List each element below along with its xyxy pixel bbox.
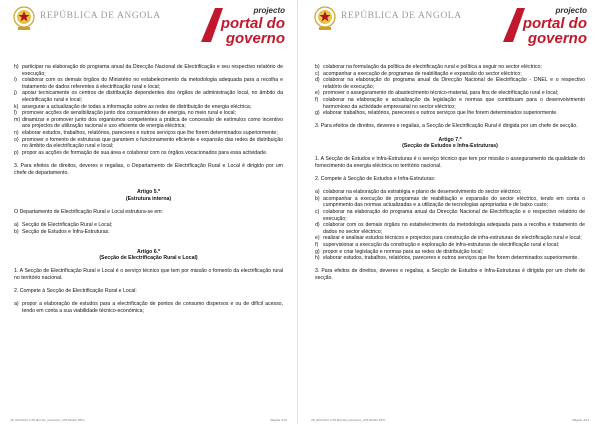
footer-file-info: 28_922/2012 2:39 decreto_executivo_233.09.doc PFG <box>311 418 386 422</box>
list-item: a) propor a elaboração de estudos para a electrificação de pontos de consumo dispersos e ou de difícil acesso, tendo em conta a sua viabilidade técnico-económica; <box>14 301 283 314</box>
list-item: j) apoiar tecnicamente os centros de distribuição dependentes dos órgãos de administração local, no âmbito da electrificação rural e local; <box>14 90 283 103</box>
list-item: c) colaborar na elaboração do programa anual da Direcção Nacional de Electrificação e o respectivo relatório de execução; <box>315 209 585 222</box>
logo-line1-text: portal do <box>522 15 587 32</box>
list-item: b) acompanhar a execução de programas de reabilitação e expansão do sector eléctrico, tendo em conta o cumprimento das normas actualizadas e a utilização de tecnologias apropriadas e de baixo custo; <box>315 195 585 209</box>
portal-do-governo-logo[interactable] <box>501 2 589 46</box>
list-item: l) promover acções de sensibilização junto dos consumidores de energia, no meio rural e local; <box>14 110 236 117</box>
list-item: i) colaborar com os demais órgãos do Ministério no estabelecimento da metodologia adequada para a recolha e tratamento de dados referentes à electrificação rural e local; <box>14 77 283 90</box>
list-item: k) assegurar a actualização de todas a informação sobre as redes de distribuição de energia eléctrica; <box>14 103 252 110</box>
article-6-subtitle: (Secção de Electrificação Rural e Local) <box>99 255 198 262</box>
list-item: d) colaborar com os demais órgãos no estabelecimento da metodologia adequada para a recolha e tratamento de dados no sector eléctrico; <box>315 222 585 235</box>
page-body <box>14 64 283 315</box>
logo-small-text: projecto <box>253 6 285 15</box>
logo-line2-text: governo <box>225 30 285 46</box>
angola-emblem-icon <box>313 4 337 32</box>
page-body <box>315 64 585 282</box>
list-item: e) promover o asseguramento do abastecimento técnico-material, para fins de electrificação rural e local; <box>315 90 559 97</box>
page-header <box>301 0 599 52</box>
list-item: f) colaborar na elaboração e actualização da legislação e normas que contribuam para o desenvolvimento harmonioso da actividade empresarial no sector eléctrico; <box>315 96 585 110</box>
republic-heading: REPÚBLICA DE ANGOLA <box>40 11 161 21</box>
paragraph-3b: 3. Para efeitos de direitos, deveres e regalias, a Secção de Estudos e Infra-Estruturas é dirigida por um chefe de secção. <box>315 268 585 281</box>
article-6-paragraph-2: 2. Compete à Secção de Electrificação Rural e Local: <box>14 288 137 295</box>
list-item: a) Secção de Electrificação Rural e Local; <box>14 222 113 229</box>
list-item: o) promover o fomento de estruturas que garantem o funcionamento eficiente e expansão das redes de distribuição no âmbito da electrificação rural e local; <box>14 136 283 150</box>
article-5-title: Artigo 5.º <box>137 189 160 196</box>
list-item: n) elaborar estudos, trabalhos, relatórios, pareceres e outros serviços que lhe forem determinados superiormente; <box>14 129 278 136</box>
page-header <box>0 0 297 52</box>
list-item: b) colaborar na formulação da política de electrificação rural e política a seguir no sector eléctrico; <box>315 64 542 70</box>
article-7-subtitle: (Secção de Estudos e Infra-Estruturas) <box>402 143 498 150</box>
list-item: e) realizar e analisar estudos técnicos e projectos para construção de infra-estruturas de electrificação rural e local; <box>315 235 582 242</box>
footer-file-info: 28_922/2012 2:39 decreto_executivo_233.09.doc PFG <box>10 418 85 422</box>
article-5-intro: O Departamento de Electrificação Rural e Local estrutura-se em: <box>14 209 164 216</box>
list-item: d) colaborar na elaboração do programa anual da Direcção Nacional de Electrificação - DNEL e o respectivo relatório de execução; <box>315 77 585 90</box>
list-item: p) propor as acções de formação de sua área e colaborar com os órgãos vocacionados para essa actividade. <box>14 149 268 156</box>
list-item: a) colaborar na elaboração da estratégia e plano de desenvolvimento do sector eléctrico; <box>315 189 522 196</box>
footer-page-number: Página 4/24 <box>572 418 589 422</box>
republic-heading: REPÚBLICA DE ANGOLA <box>341 11 462 21</box>
list-item: m) dinamizar e promover junto dos organismos competentes a prática de concessão de estímulos como incentivo aos projectos de utilização racional e uso eficiente de energia eléctrica; <box>14 116 283 130</box>
page-right <box>301 0 599 424</box>
list-item: g) propor e criar legislação e normas para as redes de distribuição local; <box>315 248 484 255</box>
logo-small-text: projecto <box>555 6 587 15</box>
page-left <box>0 0 298 424</box>
list-item: c) acompanhar a execução de programas de reabilitação e expansão do sector eléctrico; <box>315 70 522 77</box>
article-6-title: Artigo 6.º <box>137 248 160 255</box>
article-7-paragraph-2: 2. Compete à Secção de Estudos e Infra-Estruturas: <box>315 176 436 183</box>
article-6-paragraph-1: 1. A Secção de Electrificação Rural e Local é o serviço técnico que tem por missão o fomento da electrificação rural no território nacional. <box>14 268 283 281</box>
article-5-subtitle: (Estrutura interna) <box>125 195 172 202</box>
angola-emblem-icon <box>12 4 36 32</box>
list-h-to-p <box>14 64 283 156</box>
logo-line2-text: governo <box>527 30 587 46</box>
list-item: b) Secção de Estudos e Infra-Estruturas. <box>14 228 110 235</box>
list-item: h) elaborar estudos, trabalhos, relatórios, pareceres e outros serviços que lhe forem determinados superiormente. <box>315 255 579 262</box>
list-item: f) supervisionar a execução da construção e exploração de infra-estruturas de electrificação rural e local; <box>315 242 560 249</box>
list-item: h) participar na elaboração do programa anual da Direcção Nacional de Electrificação e seu respectivo relatório de execução; <box>14 64 283 77</box>
list-item: g) elaborar trabalhos, relatórios, pareceres e outros serviços que lhe forem determinados superiormente. <box>315 110 558 117</box>
article-7-title: Artigo 7.º <box>438 136 462 143</box>
portal-do-governo-logo[interactable] <box>199 2 287 46</box>
footer-page-number: Página 3/24 <box>270 418 287 422</box>
paragraph-3: 3. Para efeitos de direitos, deveres e regalias, a Secção de Electrificação Rural é dirigida por um chefe de secção. <box>315 123 578 130</box>
article-7-paragraph-1: 1. A Secção de Estudos e Infra-Estruturas é o serviço técnico que tem por missão o asseguramento da qualidade do fornecimento da energia eléctrica no território nacional. <box>315 156 585 169</box>
list-b-to-g <box>315 64 585 117</box>
paragraph-3: 3. Para efeitos de direitos, deveres e regalias, o Departamento de Electrificação Rural e Local é dirigido por um chefe de departamento. <box>14 162 283 176</box>
logo-line1-text: portal do <box>220 15 285 32</box>
